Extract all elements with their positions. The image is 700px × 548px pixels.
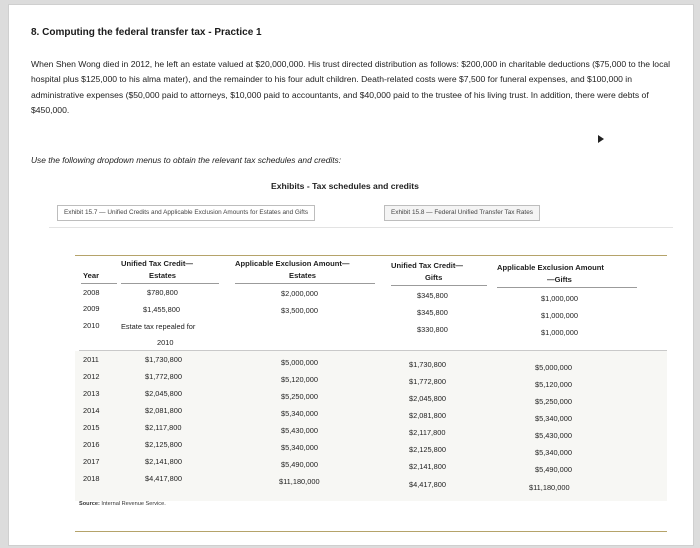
cell-excl-estates: $5,250,000 <box>281 392 318 401</box>
source-label: Source: <box>79 501 100 507</box>
cell-year: 2013 <box>83 389 100 398</box>
header-underline-year <box>81 283 117 284</box>
cell-credit-gifts: $345,800 <box>417 291 448 300</box>
cell-credit-estates: $4,417,800 <box>145 474 182 483</box>
cell-credit-gifts: $1,772,800 <box>409 377 446 386</box>
col-header-excl-gifts-2: —Gifts <box>547 275 572 284</box>
question-panel <box>8 4 694 546</box>
cell-credit-gifts: $2,125,800 <box>409 445 446 454</box>
table-source <box>79 501 166 507</box>
tab-exhibit-15-7[interactable]: Exhibit 15.7 — Unified Credits and Applicable Exclusion Amounts for Estates and Gifts <box>57 205 315 221</box>
cell-year: 2015 <box>83 423 100 432</box>
cell-excl-estates: $5,340,000 <box>281 443 318 452</box>
col-header-credit-gifts-2: Gifts <box>425 273 443 282</box>
cell-credit-gifts: $2,045,800 <box>409 394 446 403</box>
cell-credit-gifts: $2,141,800 <box>409 462 446 471</box>
header-underline-credit-estates <box>121 283 219 284</box>
col-header-year: Year <box>83 271 100 280</box>
cell-year: 2009 <box>83 304 100 313</box>
cell-excl-gifts: $1,000,000 <box>541 294 578 303</box>
bottom-rule <box>75 531 667 532</box>
cell-excl-estates: $5,000,000 <box>281 358 318 367</box>
col-header-credit-estates-1: Unified Tax Credit— <box>121 259 194 268</box>
cell-year: 2017 <box>83 457 100 466</box>
col-header-credit-gifts-1: Unified Tax Credit— <box>391 261 464 270</box>
col-header-excl-estates-2: Estates <box>289 271 317 280</box>
cell-excl-estates: $5,120,000 <box>281 375 318 384</box>
cell-credit-estates: $2,045,800 <box>145 389 182 398</box>
cell-credit-gifts: $2,081,800 <box>409 411 446 420</box>
cell-credit-gifts: $1,730,800 <box>409 360 446 369</box>
cell-excl-estates: $5,490,000 <box>281 460 318 469</box>
tab-exhibit-15-8[interactable]: Exhibit 15.8 — Federal Unified Transfer Tax Rates <box>384 205 540 221</box>
col-header-excl-estates-1: Applicable Exclusion Amount— <box>235 259 350 268</box>
cell-excl-gifts: $5,430,000 <box>535 431 572 440</box>
cell-excl-estates: $2,000,000 <box>281 289 318 298</box>
source-text: Internal Revenue Service. <box>101 501 166 507</box>
cell-excl-gifts: $11,180,000 <box>529 483 570 492</box>
unified-credits-table <box>49 228 673 534</box>
exhibits-heading: Exhibits - Tax schedules and credits <box>271 181 419 191</box>
cell-year: 2016 <box>83 440 100 449</box>
cell-credit-estates: $1,730,800 <box>145 355 182 364</box>
cell-excl-gifts: $5,340,000 <box>535 414 572 423</box>
cell-excl-gifts: $5,120,000 <box>535 380 572 389</box>
cell-excl-estates: $5,430,000 <box>281 426 318 435</box>
cell-credit-estates: $2,081,800 <box>145 406 182 415</box>
cell-year: 2014 <box>83 406 100 415</box>
mouse-pointer-icon <box>598 135 604 143</box>
cell-excl-gifts: $1,000,000 <box>541 311 578 320</box>
cell-credit-estates: $2,141,800 <box>145 457 182 466</box>
cell-credit-gifts: $4,417,800 <box>409 480 446 489</box>
cell-year: 2012 <box>83 372 100 381</box>
cell-credit-estates: $2,117,800 <box>145 423 182 432</box>
cell-year: 2018 <box>83 474 100 483</box>
cell-excl-estates: $11,180,000 <box>279 477 320 486</box>
col-header-excl-gifts-1: Applicable Exclusion Amount <box>497 263 604 272</box>
cell-credit-estates-note: 2010 <box>157 338 174 347</box>
question-title: 8. Computing the federal transfer tax - Practice 1 <box>31 27 262 38</box>
cell-year: 2010 <box>83 321 100 330</box>
instructions-text: Use the following dropdown menus to obtain the relevant tax schedules and credits: <box>31 155 342 165</box>
cell-credit-estates: $1,772,800 <box>145 372 182 381</box>
cell-credit-estates: $2,125,800 <box>145 440 182 449</box>
header-underline-credit-gifts <box>391 285 487 286</box>
cell-credit-gifts: $345,800 <box>417 308 448 317</box>
cell-credit-estates: Estate tax repealed for <box>121 322 196 331</box>
cell-excl-gifts: $5,000,000 <box>535 363 572 372</box>
exhibit-content <box>49 227 673 534</box>
header-underline-excl-estates <box>235 283 375 284</box>
cell-credit-estates: $1,455,800 <box>143 305 180 314</box>
cell-year: 2008 <box>83 288 100 297</box>
cell-credit-gifts: $330,800 <box>417 325 448 334</box>
cell-credit-estates: $780,800 <box>147 288 178 297</box>
cell-excl-estates: $3,500,000 <box>281 306 318 315</box>
cell-excl-gifts: $5,340,000 <box>535 448 572 457</box>
problem-text: When Shen Wong died in 2012, he left an estate valued at $20,000,000. His trust directed distribution as follows: $200,000 in charitable deductions ($75,000 to the local hospital plus $125,000 to his alma mater), and the remainder to his four adult children. Death-related costs were $7,500 for funeral expenses, and $100,000 in administrative expenses ($50,000 paid to attorneys, $10,000 paid to accountants, and $40,000 paid to the trustee of his living trust. In addition, there were debts of $450,000. <box>31 59 671 116</box>
cell-excl-gifts: $5,490,000 <box>535 465 572 474</box>
cell-excl-gifts: $1,000,000 <box>541 328 578 337</box>
cell-year: 2011 <box>83 355 99 364</box>
header-underline-excl-gifts <box>497 287 637 288</box>
cell-credit-gifts: $2,117,800 <box>409 428 446 437</box>
cell-excl-gifts: $5,250,000 <box>535 397 572 406</box>
cell-excl-estates: $5,340,000 <box>281 409 318 418</box>
col-header-credit-estates-2: Estates <box>149 271 177 280</box>
